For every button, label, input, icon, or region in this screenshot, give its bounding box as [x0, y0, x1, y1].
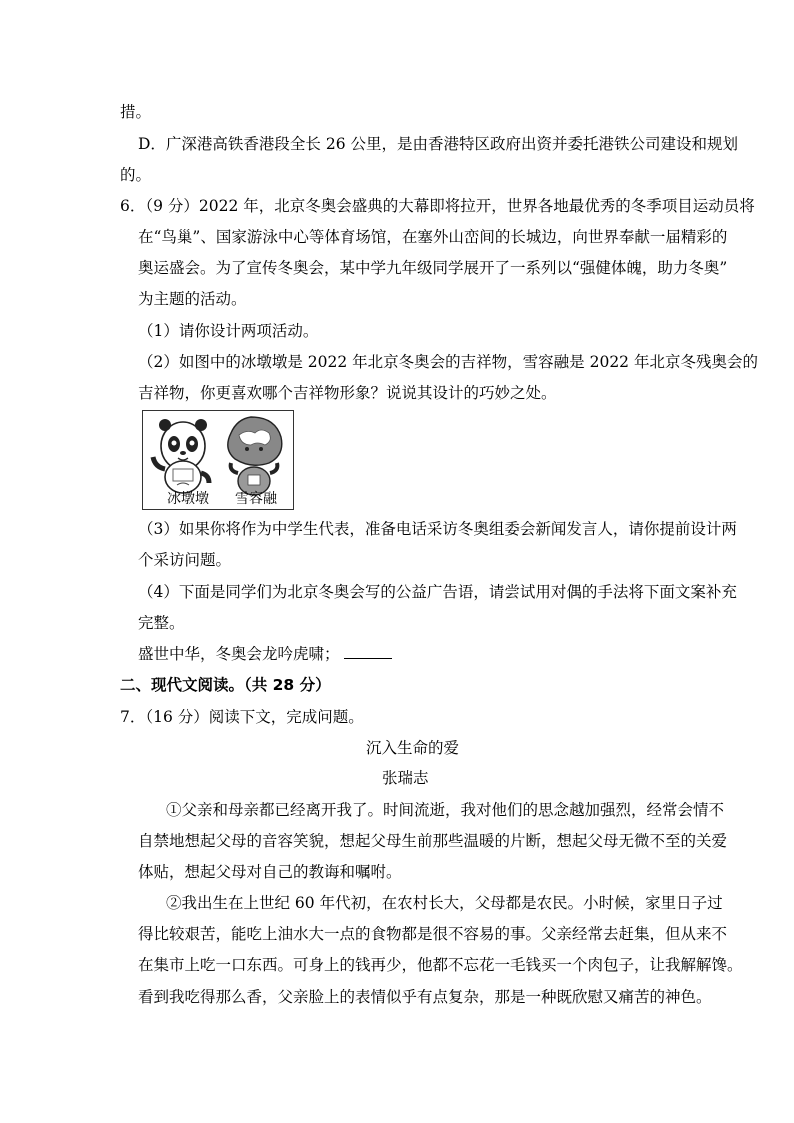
answer-blank[interactable]	[344, 644, 392, 659]
text-line: 奥运盛会。为了宣传冬奥会，某中学九年级同学展开了一系列以“强健体魄，助力冬奥”	[138, 259, 728, 277]
couplet-first-half: 盛世中华，冬奥会龙吟虎啸；	[138, 645, 340, 663]
text-line: 得比较艰苦，能吃上油水大一点的食物都是很不容易的事。父亲经常去赶集，但从来不	[138, 925, 728, 943]
paragraph-1: ①父亲和母亲都已经离开我了。时间流逝，我对他们的思念越加强烈，经常会情不	[166, 801, 725, 819]
sub-question-3: （3）如果你将作为中学生代表，准备电话采访冬奥组委会新闻发言人，请你提前设计两	[138, 520, 737, 538]
text-line: 看到我吃得那么香，父亲脸上的表情似乎有点复杂，那是一种既欣慰又痛苦的神色。	[138, 988, 712, 1006]
sub-question-4: （4）下面是同学们为北京冬奥会写的公益广告语，请尝试用对偶的手法将下面文案补充	[138, 583, 737, 601]
text-line: 为主题的活动。	[138, 290, 247, 308]
article-title: 沉入生命的爱	[366, 739, 460, 757]
text-line: 的。	[120, 166, 152, 184]
text-line: 在集市上吃一口东西。可身上的钱再少，他都不忘花一毛钱买一个肉包子，让我解解馋。	[138, 956, 743, 974]
couplet-line	[138, 643, 392, 665]
text-line: 措。	[120, 103, 152, 121]
option-d: D．广深港高铁香港段全长 26 公里，是由香港特区政府出资并委托港铁公司建设和规划	[138, 135, 739, 153]
text-line: 吉祥物，你更喜欢哪个吉祥物形象？说说其设计的巧妙之处。	[138, 384, 557, 402]
text-line: 在“鸟巢”、国家游泳中心等体育场馆，在塞外山峦间的长城边，向世界奉献一届精彩的	[138, 228, 728, 246]
text-line: 体贴，想起父母对自己的教诲和嘱咐。	[138, 863, 402, 881]
text-line: 完整。	[138, 614, 185, 632]
paragraph-2: ②我出生在上世纪 60 年代初，在农村长大，父母都是农民。小时候，家里日子过	[166, 894, 723, 912]
question-7-stem: 7．（16 分）阅读下文，完成问题。	[120, 708, 364, 726]
section-heading: 二、现代文阅读。（共 28 分）	[120, 676, 331, 694]
shuey-rhon-rhon-image	[228, 417, 282, 495]
caption-shuey-rhon-rhon: 雪容融	[235, 491, 277, 507]
caption-bing-dwen-dwen: 冰墩墩	[167, 491, 209, 507]
mascot-figure	[142, 410, 294, 510]
text-line: 自禁地想起父母的音容笑貌，想起父母生前那些温暖的片断，想起父母无微不至的关爱	[138, 832, 728, 850]
bing-dwen-dwen-image	[153, 419, 209, 493]
sub-question-1: （1）请你设计两项活动。	[138, 322, 319, 340]
question-6-stem: 6．（9 分）2022 年，北京冬奥会盛典的大幕即将拉开，世界各地最优秀的冬季项目运动员将	[120, 197, 755, 215]
article-author: 张瑞志	[382, 769, 429, 787]
sub-question-2: （2）如图中的冰墩墩是 2022 年北京冬奥会的吉祥物，雪容融是 2022 年北京冬残奥会的	[138, 353, 758, 371]
text-line: 个采访问题。	[138, 551, 232, 569]
